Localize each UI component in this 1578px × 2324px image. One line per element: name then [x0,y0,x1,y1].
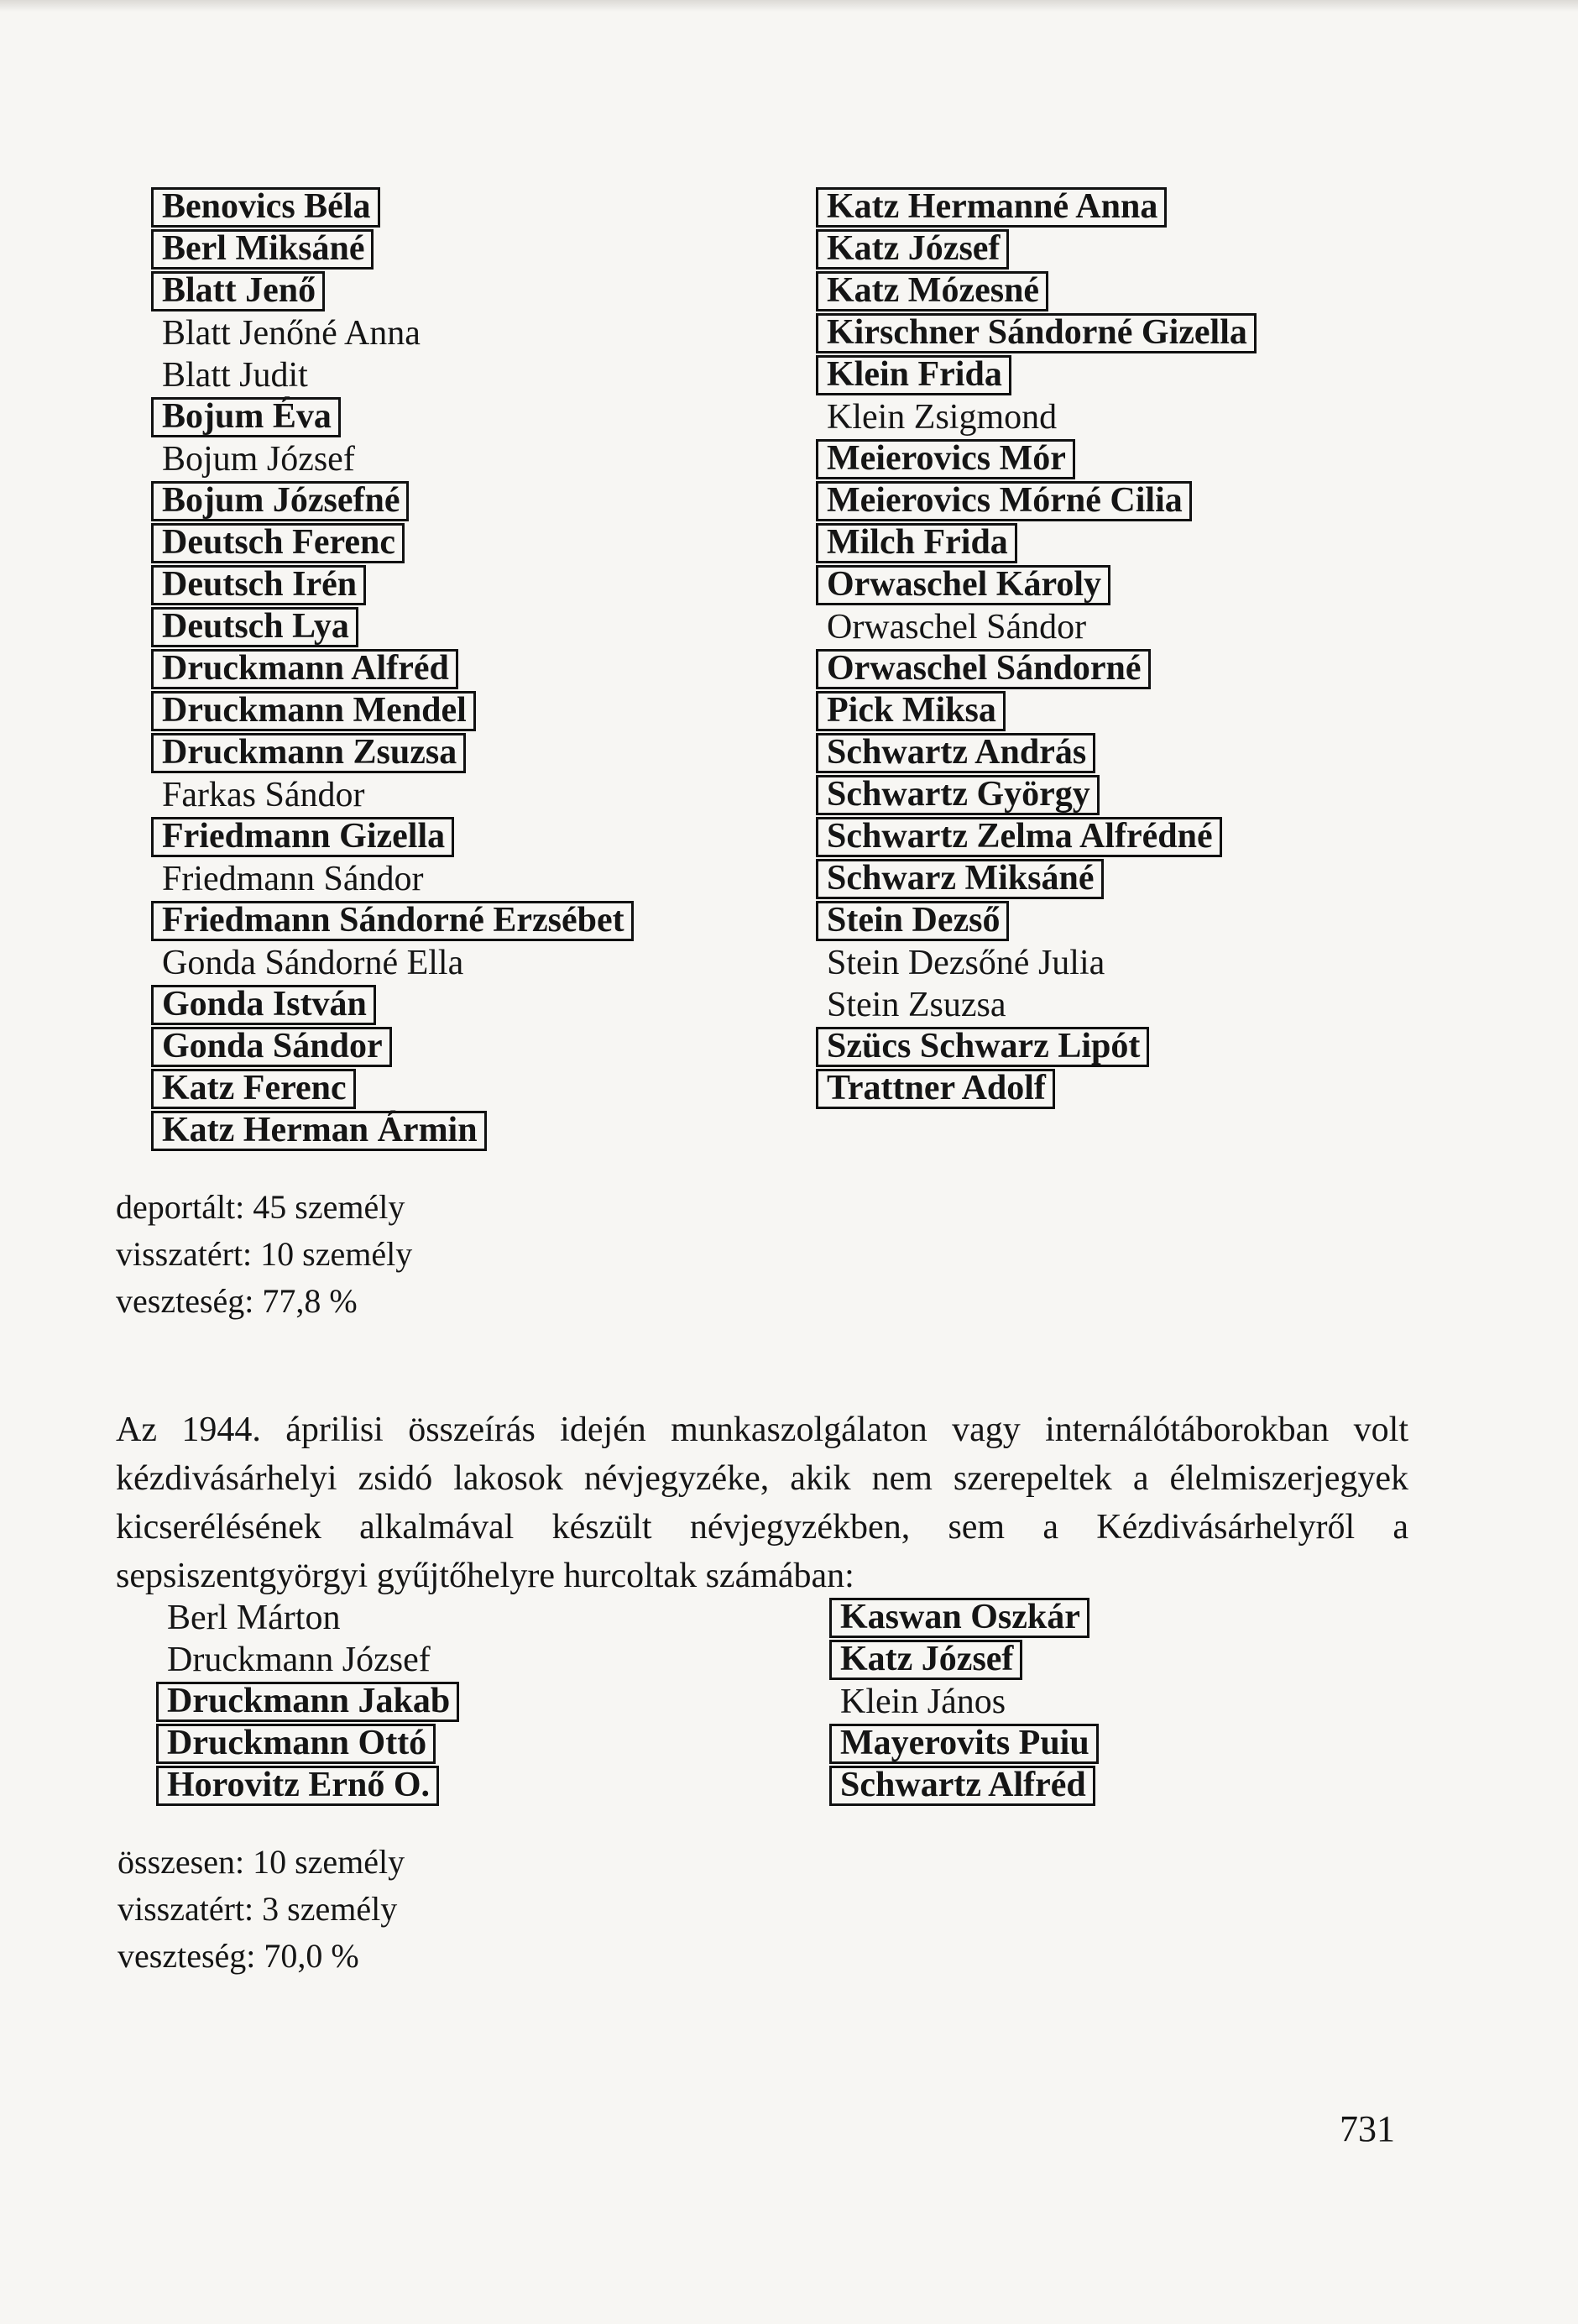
name-row [816,228,1257,270]
name-row [151,186,634,228]
name-list-2-left [156,1597,459,1807]
name-row [816,774,1257,816]
name-row [151,732,634,774]
name-row [151,1068,634,1110]
returned-person-name: Pick Miksa [816,691,1006,731]
person-name: Berl Márton [167,1599,341,1637]
returned-person-name: Druckmann Alfréd [151,649,458,689]
name-row [816,1026,1257,1068]
returned-person-name: Katz Ferenc [151,1069,356,1109]
name-row [829,1765,1099,1807]
person-name: Klein Zsigmond [827,398,1058,437]
summary-2 [118,1839,405,1980]
returned-person-name: Gonda István [151,985,376,1025]
name-row [151,606,634,648]
name-row [151,774,634,816]
returned-person-name: Mayerovits Puiu [829,1724,1099,1764]
name-row [156,1765,459,1807]
name-row [816,186,1257,228]
name-row [151,690,634,732]
returned-person-name: Katz József [816,229,1009,270]
name-row [829,1723,1099,1765]
returned-person-name: Deutsch Irén [151,565,366,605]
name-row [816,858,1257,900]
person-name: Bojum József [162,440,355,479]
name-row [151,396,634,438]
person-name: Friedmann Sándor [162,860,424,898]
returned-person-name: Blatt Jenő [151,271,325,311]
returned-person-name: Schwartz András [816,733,1095,773]
name-row [816,522,1257,564]
returned-person-name: Druckmann Mendel [151,691,476,731]
total-count: összesen: 10 személy [118,1843,405,1881]
name-row [151,648,634,690]
returned-person-name: Orwaschel Károly [816,565,1110,605]
name-row [829,1639,1099,1681]
name-list-1-right [816,186,1257,1110]
name-row [816,942,1257,984]
name-row [156,1681,459,1723]
returned-person-name: Bojum Józsefné [151,481,409,521]
person-name: Stein Dezsőné Julia [827,944,1105,982]
person-name: Blatt Jenőné Anna [162,314,421,353]
returned-person-name: Szücs Schwarz Lipót [816,1027,1149,1067]
returned-count: visszatért: 10 személy [116,1235,413,1273]
person-name: Orwaschel Sándor [827,608,1087,646]
name-row [816,690,1257,732]
name-row [151,522,634,564]
name-row [816,1068,1257,1110]
name-row [816,732,1257,774]
returned-person-name: Trattner Adolf [816,1069,1055,1109]
returned-person-name: Milch Frida [816,523,1017,563]
returned-person-name: Meierovics Mórné Cilia [816,481,1192,521]
returned-person-name: Druckmann Jakab [156,1682,459,1722]
name-row [816,606,1257,648]
name-row [151,480,634,522]
returned-person-name: Schwartz Alfréd [829,1766,1095,1806]
returned-person-name: Friedmann Gizella [151,817,454,857]
returned-count: visszatért: 3 személy [118,1890,398,1928]
returned-person-name: Orwaschel Sándorné [816,649,1151,689]
name-row [151,942,634,984]
name-row [816,984,1257,1026]
returned-person-name: Gonda Sándor [151,1027,392,1067]
returned-person-name: Friedmann Sándorné Erzsébet [151,901,634,941]
summary-1 [116,1184,412,1325]
returned-person-name: Kirschner Sándorné Gizella [816,313,1257,353]
name-list-1-left [151,186,634,1152]
name-row [151,228,634,270]
returned-person-name: Druckmann Ottó [156,1724,436,1764]
name-row [816,438,1257,480]
returned-person-name: Schwartz György [816,775,1100,815]
name-row [151,1026,634,1068]
returned-person-name: Stein Dezső [816,901,1009,941]
returned-person-name: Druckmann Zsuzsa [151,733,466,773]
name-row [156,1597,459,1639]
returned-person-name: Meierovics Mór [816,439,1075,479]
returned-person-name: Kaswan Oszkár [829,1598,1089,1638]
name-row [151,354,634,396]
name-row [151,564,634,606]
returned-person-name: Klein Frida [816,355,1011,395]
person-name: Stein Zsuzsa [827,986,1006,1024]
name-row [829,1597,1099,1639]
name-list-2-right [829,1597,1099,1807]
returned-person-name: Schwarz Miksáné [816,859,1104,899]
person-name: Klein János [840,1683,1006,1721]
intro-paragraph: Az 1944. áprilisi összeírás idején munkaszolgálaton vagy internálótáborokban volt kézdivásárhelyi zsidó lakosok névjegyzéke, akik nem szerepeltek a élelmiszerjegyek kicserélésének alkalmával készült névjegyzékben, sem a Kézdivásárhelyről a sepsiszentgyörgyi gyűjtőhelyre hurcoltak számában: [116,1411,1408,1595]
name-row [151,858,634,900]
person-name: Blatt Judit [162,356,308,395]
name-row [816,354,1257,396]
returned-person-name: Benovics Béla [151,187,380,228]
page-edge [0,0,1578,12]
name-row [151,984,634,1026]
name-row [156,1723,459,1765]
returned-person-name: Bojum Éva [151,397,341,437]
name-row [151,816,634,858]
loss-percentage: veszteség: 77,8 % [116,1282,358,1320]
name-row [151,1110,634,1152]
returned-person-name: Katz Herman Ármin [151,1111,487,1151]
returned-person-name: Berl Miksáné [151,229,374,270]
name-row [816,312,1257,354]
returned-person-name: Katz Hermanné Anna [816,187,1167,228]
name-row [829,1681,1099,1723]
name-row [816,900,1257,942]
returned-person-name: Katz Mózesné [816,271,1048,311]
name-row [151,900,634,942]
name-row [816,396,1257,438]
returned-person-name: Deutsch Lya [151,607,358,647]
returned-person-name: Schwartz Zelma Alfrédné [816,817,1222,857]
name-row [816,270,1257,312]
loss-percentage: veszteség: 70,0 % [118,1937,359,1975]
person-name: Gonda Sándorné Ella [162,944,464,982]
name-row [816,648,1257,690]
name-row [816,564,1257,606]
deported-count: deportált: 45 személy [116,1188,405,1226]
returned-person-name: Horovitz Ernő O. [156,1766,439,1806]
page-number: 731 [1340,2108,1395,2149]
name-row [156,1639,459,1681]
name-row [151,312,634,354]
name-row [816,480,1257,522]
returned-person-name: Katz József [829,1640,1022,1680]
name-row [151,438,634,480]
person-name: Druckmann József [167,1641,431,1679]
name-row [816,816,1257,858]
person-name: Farkas Sándor [162,776,365,814]
returned-person-name: Deutsch Ferenc [151,523,405,563]
name-row [151,270,634,312]
